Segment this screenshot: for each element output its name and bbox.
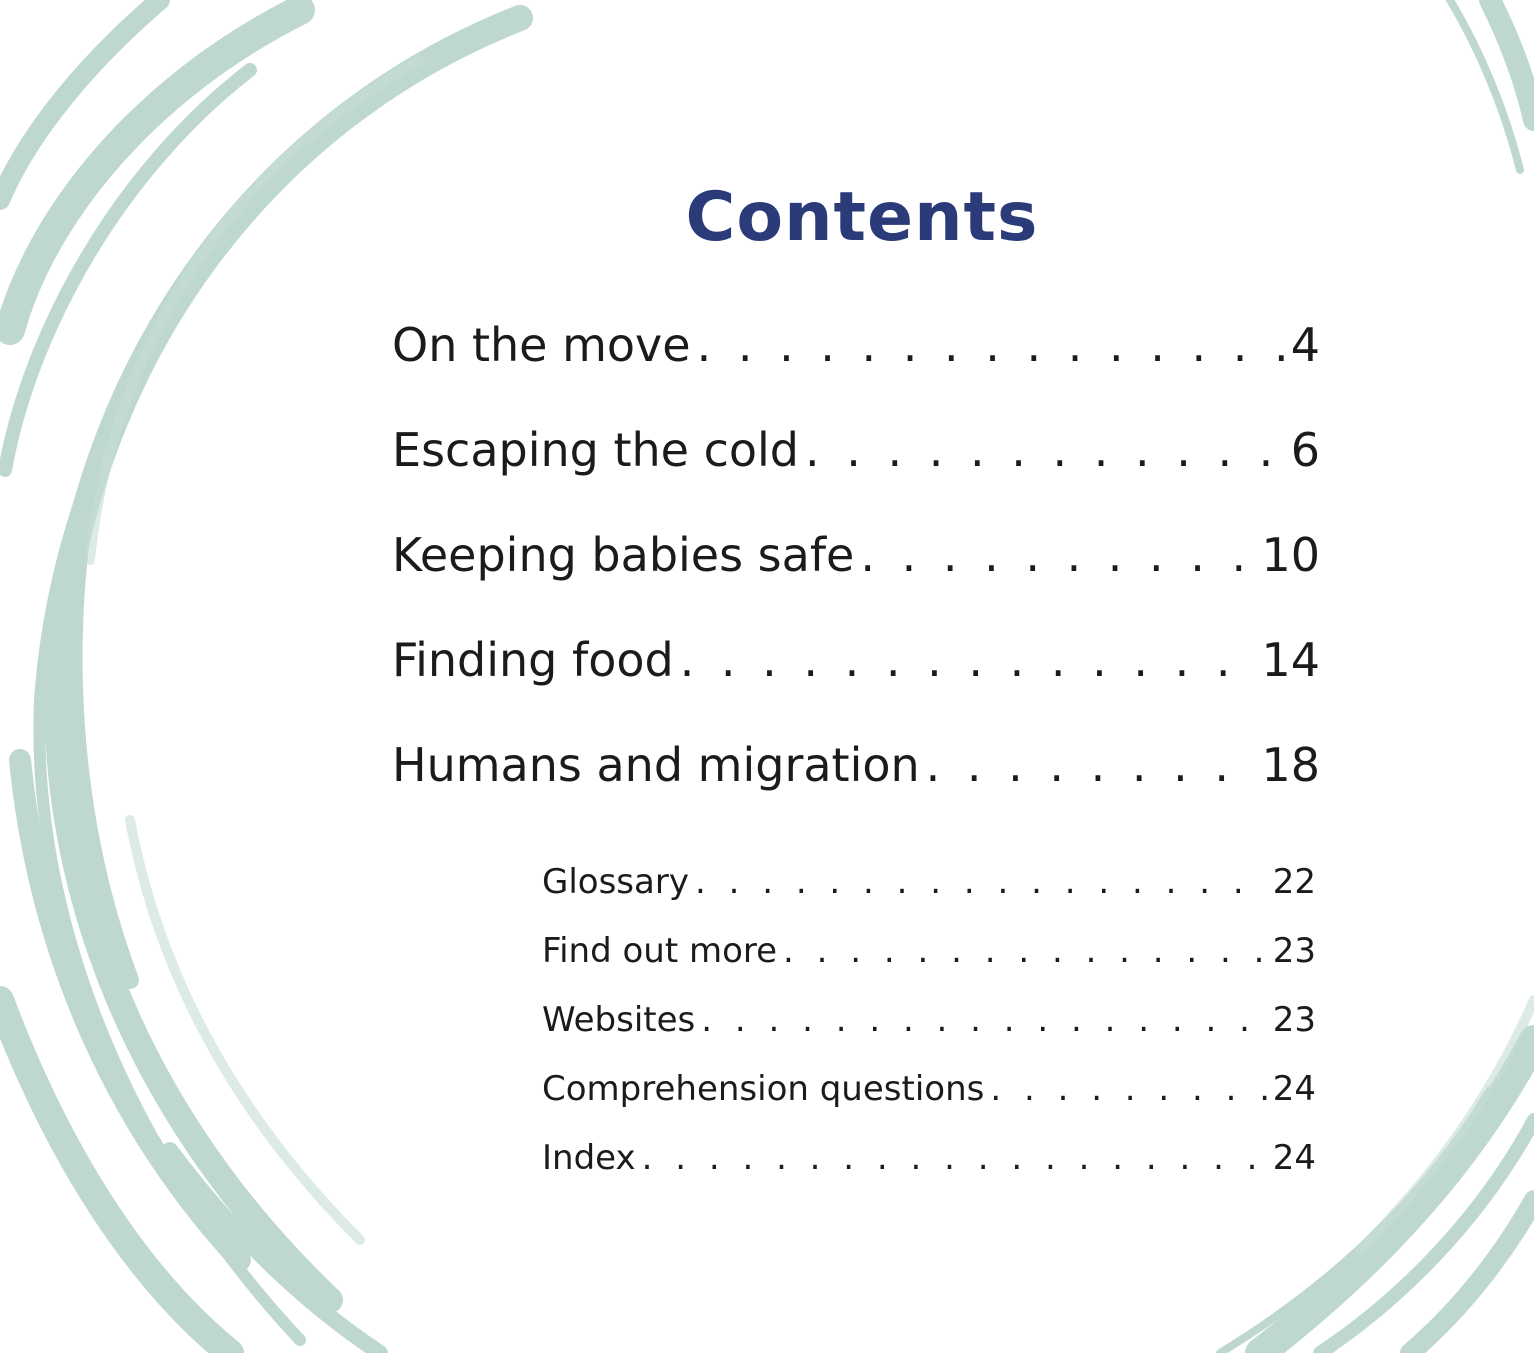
back-matter-label: Index (542, 1138, 636, 1178)
toc-entry-label: Escaping the cold (392, 423, 799, 477)
back-matter-label: Websites (542, 1000, 696, 1040)
dot-leader (701, 1000, 1266, 1040)
back-matter-entry[interactable] (542, 1138, 1316, 1188)
toc-entry[interactable] (392, 633, 1320, 703)
back-matter-label: Glossary (542, 862, 689, 902)
back-matter-entry[interactable] (542, 931, 1316, 981)
toc-entry[interactable] (392, 423, 1320, 493)
back-matter-label: Comprehension questions (542, 1069, 985, 1109)
toc-entry-page: 6 (1290, 423, 1320, 477)
toc-entry-page: 14 (1261, 633, 1320, 687)
back-matter-entry[interactable] (542, 1069, 1316, 1119)
dot-leader (783, 931, 1267, 971)
dot-leader (860, 528, 1255, 582)
toc-entry[interactable] (392, 738, 1320, 808)
page-title: Contents (685, 178, 1039, 257)
toc-entry-label: Keeping babies safe (392, 528, 855, 582)
toc-entry[interactable] (392, 528, 1320, 598)
dot-leader (990, 1069, 1266, 1109)
dot-leader (805, 423, 1285, 477)
toc-entry[interactable] (392, 318, 1320, 388)
back-matter-entry[interactable] (542, 862, 1316, 912)
toc-entry-page: 18 (1261, 738, 1320, 792)
back-matter-page: 24 (1272, 1069, 1316, 1109)
dot-leader (926, 738, 1256, 792)
toc-entry-page: 4 (1290, 318, 1320, 372)
dot-leader (680, 633, 1256, 687)
back-matter-page: 23 (1272, 1000, 1316, 1040)
toc-entry-label: Humans and migration (392, 738, 920, 792)
dot-leader (697, 318, 1285, 372)
toc-entry-label: Finding food (392, 633, 674, 687)
dot-leader (642, 1138, 1267, 1178)
back-matter-page: 23 (1272, 931, 1316, 971)
back-matter-page: 24 (1272, 1138, 1316, 1178)
back-matter-page: 22 (1272, 862, 1316, 902)
back-matter-entry[interactable] (542, 1000, 1316, 1050)
toc-entry-page: 10 (1261, 528, 1320, 582)
toc-entry-label: On the move (392, 318, 691, 372)
dot-leader (695, 862, 1267, 902)
back-matter-label: Find out more (542, 931, 778, 971)
